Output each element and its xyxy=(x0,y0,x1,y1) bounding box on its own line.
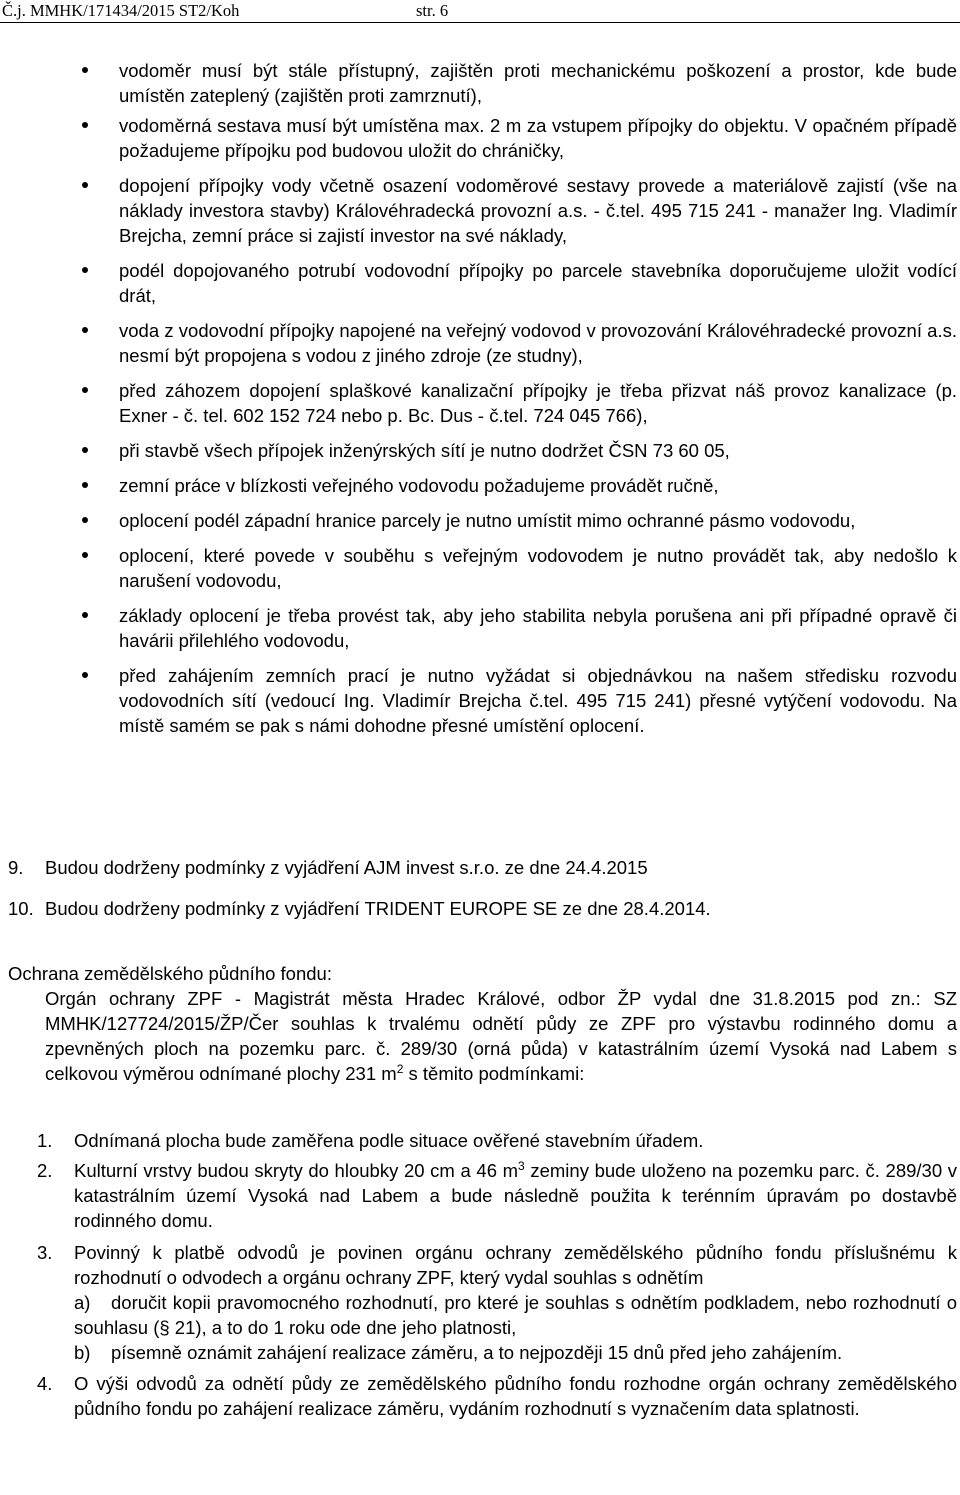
list-item: voda z vodovodní přípojky napojené na veřejný vodovod v provozování Královéhradecké provozní a.s. nesmí být propojena s vodou z jiného zdroje (ze studny), xyxy=(119,320,957,366)
section-heading: Ochrana zemědělského půdního fondu: xyxy=(8,963,332,984)
list-item xyxy=(37,1158,957,1233)
superscript: 2 xyxy=(396,1061,404,1076)
document-reference: Č.j. MMHK/171434/2015 ST2/Koh xyxy=(2,1,240,20)
sub-item-b xyxy=(74,1340,957,1365)
item-text: Povinný k platbě odvodů je povinen orgánu ochrany zemědělského půdního fondu příslušnému k rozhodnutí o odvodech a orgánu ochrany ZPF, který vydal souhlas s odnětím xyxy=(74,1242,957,1288)
page-number: str. 6 xyxy=(416,1,449,20)
list-item: oplocení podél západní hranice parcely je nutno umístit mimo ochranné pásmo vodovodu, xyxy=(119,508,957,533)
list-item: dopojení přípojky vody včetně osazení vodoměrové sestavy provede a materiálově zajistí (vše na náklady investora stavby) Královéhradecká provozní a.s. - č.tel. 495 715 241 - manažer Ing. Vladimír Brejcha, zemní práce si zajistí investor na své náklady, xyxy=(119,175,957,246)
sub-item-label: a) xyxy=(74,1292,91,1313)
list-item: zemní práce v blízkosti veřejného vodovodu požadujeme provádět ručně, xyxy=(119,473,957,498)
list-item: při stavbě všech přípojek inženýrských sítí je nutno dodržet ČSN 73 60 05, xyxy=(119,438,957,463)
item-number: 9. xyxy=(8,857,24,878)
item-text: Budou dodrženy podmínky z vyjádření TRIDENT EUROPE SE ze dne 28.4.2014. xyxy=(45,898,711,919)
conditions-bullet-list xyxy=(119,58,957,748)
list-item: před záhozem dopojení splaškové kanalizační přípojky je třeba přizvat náš provoz kanalizace (p. Exner - č. tel. 602 152 724 nebo p. Bc. Dus - č.tel. 724 045 766), xyxy=(119,380,957,426)
item-number: 2. xyxy=(37,1160,53,1181)
header-rule xyxy=(0,22,960,23)
zpf-conditions-list xyxy=(37,1128,957,1421)
superscript: 3 xyxy=(518,1158,525,1173)
list-item: vodoměrná sestava musí být umístěna max. 2 m za vstupem přípojky do objektu. V opačném případě požadujeme přípojku pod budovou uložit do chráničky, xyxy=(119,115,957,161)
item-text-cont: zeminy bude uloženo na pozemku parc. č. 289/30 v katastrálním území Vysoká nad Labem a bude následně použita k terénním úpravám po dostavbě rodinného domu. xyxy=(74,1160,958,1231)
paragraph-text-end: s těmito podmínkami: xyxy=(403,1063,585,1084)
list-item: podél dopojovaného potrubí vodovodní přípojky po parcele stavebníka doporučujeme uložit vodící drát, xyxy=(119,260,957,306)
item-text: O výši odvodů za odnětí půdy ze zemědělského půdního fondu rozhodne orgán ochrany zemědělského půdního fondu po zahájení realizace záměru, vydáním rozhodnutí s vyznačením data splatnosti. xyxy=(74,1373,957,1419)
list-item: oplocení, které povede v souběhu s veřejným vodovodem je nutno provádět tak, aby nedošlo k narušení vodovodu, xyxy=(119,545,957,591)
list-item xyxy=(37,1240,957,1365)
page-header xyxy=(0,0,960,26)
item-number: 3. xyxy=(37,1242,53,1263)
item-text: Odnímaná plocha bude zaměřena podle situace ověřené stavebním úřadem. xyxy=(74,1130,704,1151)
sub-item-text: doručit kopii pravomocného rozhodnutí, pro které je souhlas s odnětím podkladem, nebo rozhodnutí o souhlasu (§ 21), a to do 1 roku ode dne jeho platnosti, xyxy=(74,1292,957,1338)
list-item: před zahájením zemních prací je nutno vyžádat si objednávkou na našem středisku rozvodu vodovodních sítí (vedoucí Ing. Vladimír Brejcha č.tel. 495 715 241) přesné vytýčení vodovodu. Na místě samém se pak s námi dohodne přesné umístění oplocení. xyxy=(119,665,957,736)
list-item xyxy=(37,1128,957,1153)
list-item: základy oplocení je třeba provést tak, aby jeho stabilita nebyla porušena ani při případné opravě či havárii přilehlého vodovodu, xyxy=(119,605,957,651)
list-item xyxy=(37,1371,957,1421)
list-item: vodoměr musí být stále přístupný, zajištěn proti mechanickému poškození a prostor, kde bude umístěn zateplený (zajištěn proti zamrznutí), xyxy=(119,60,957,106)
item-number: 4. xyxy=(37,1373,53,1394)
sub-item-label: b) xyxy=(74,1342,91,1363)
sub-item-text: písemně oznámit zahájení realizace záměru, a to nejpozději 15 dnů před jeho zahájením. xyxy=(111,1342,843,1363)
item-number: 1. xyxy=(37,1130,53,1151)
item-text: Budou dodrženy podmínky z vyjádření AJM invest s.r.o. ze dne 24.4.2015 xyxy=(45,857,648,878)
paragraph-text: Orgán ochrany ZPF - Magistrát města Hradec Králové, odbor ŽP vydal dne 31.8.2015 pod zn.: SZ MMHK/127724/2015/ŽP/Čer souhlas k trvalému odnětí půdy ze ZPF pro výstavbu rodinného domu a zpevněných ploch na pozemku parc. č. 289/30 (orná půda) v katastrálním území Vysoká nad Labem s celkovou výměrou odnímané plochy 231 m xyxy=(45,988,957,1084)
item-number: 10. xyxy=(8,898,34,919)
item-text: Kulturní vrstvy budou skryty do hloubky 20 cm a 46 m xyxy=(74,1160,519,1181)
sub-item-a xyxy=(74,1290,957,1340)
zpf-paragraph xyxy=(45,986,957,1086)
